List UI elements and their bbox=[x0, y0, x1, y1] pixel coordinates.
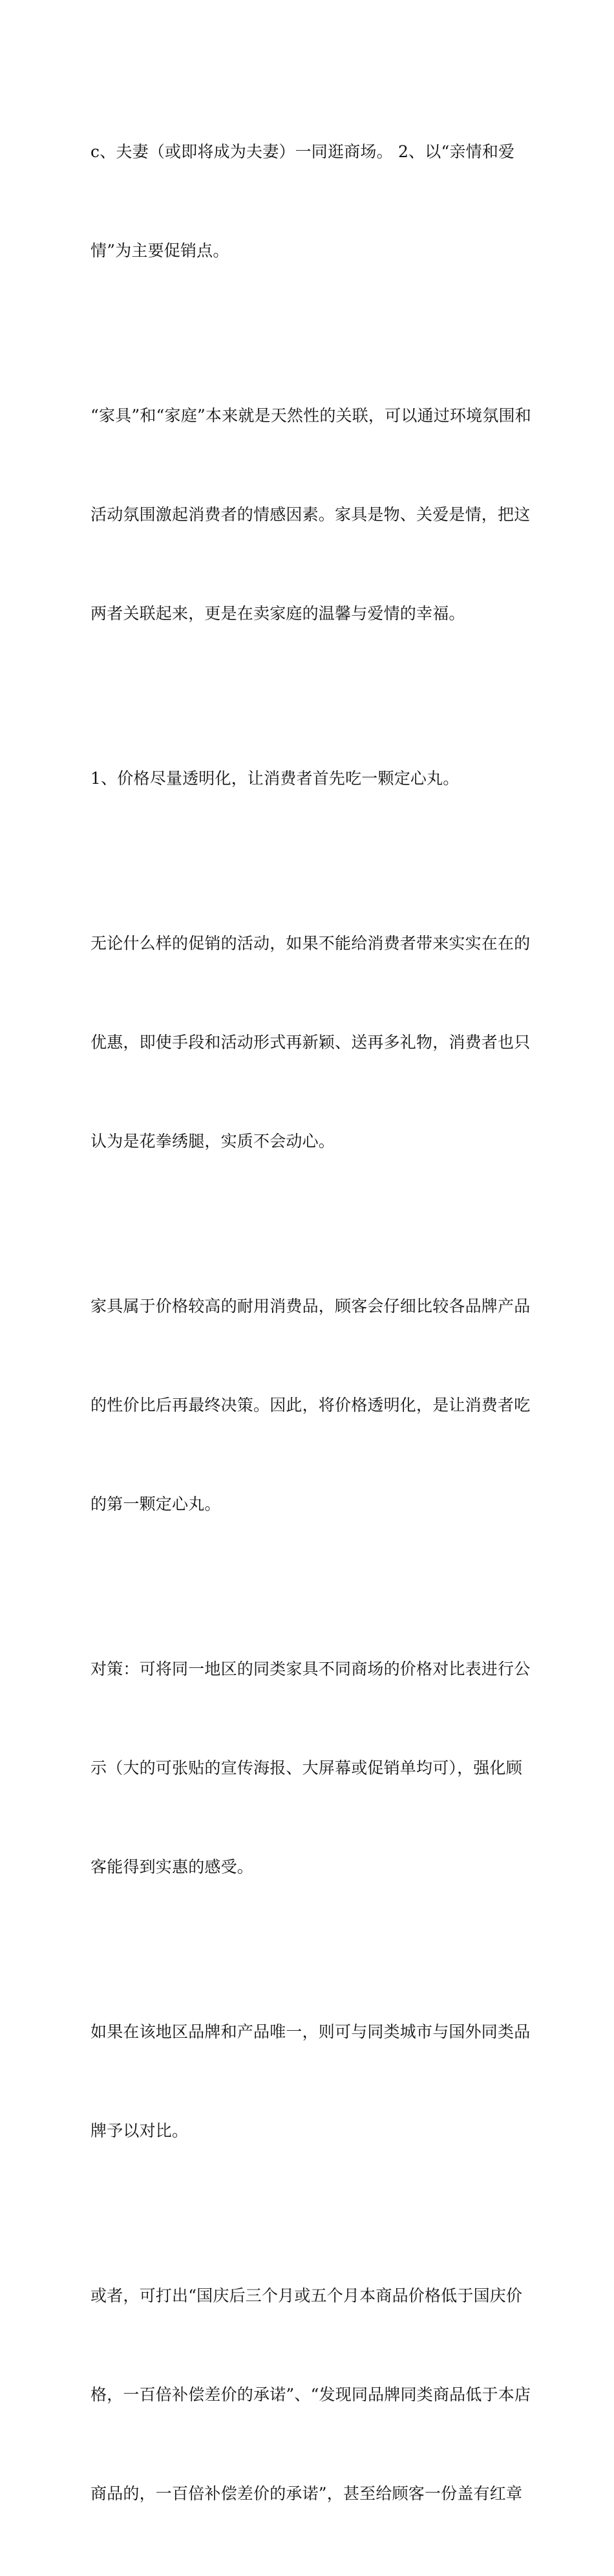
text-line: 认为是花拳绣腿，实质不会动心。 bbox=[90, 1132, 335, 1151]
paragraph bbox=[90, 333, 531, 696]
document-body bbox=[90, 69, 531, 2576]
text-line: c、夫妻（或即将成为夫妻）一同逛商场。 2、以“亲情和爱 bbox=[90, 142, 515, 161]
text-line: 情”为主要促销点。 bbox=[90, 241, 229, 260]
paragraph bbox=[90, 69, 527, 333]
text-line: 的性价比后再最终决策。因此，将价格透明化，是让消费者吃 bbox=[90, 1396, 531, 1414]
text-line: 客能得到实惠的感受。 bbox=[90, 1857, 254, 1876]
paragraph bbox=[90, 696, 527, 861]
text-line: 示（大的可张贴的宣传海报、大屏幕或促销单均可），强化顾 bbox=[90, 1759, 522, 1777]
paragraph bbox=[90, 2213, 531, 2576]
text-line: 优惠，即使手段和活动形式再新颖、送再多礼物，消费者也只 bbox=[90, 1033, 531, 1052]
paragraph bbox=[90, 1586, 531, 1949]
text-line: “家具”和“家庭”本来就是天然性的关联，可以通过环境氛围和 bbox=[90, 406, 531, 425]
paragraph bbox=[90, 1224, 531, 1586]
text-line: 牌予以对比。 bbox=[90, 2121, 189, 2140]
text-line: 1、价格尽量透明化，让消费者首先吃一颗定心丸。 bbox=[90, 769, 460, 788]
text-line: 格，一百倍补偿差价的承诺”、“发现同品牌同类商品低于本店 bbox=[90, 2385, 531, 2404]
paragraph bbox=[90, 861, 531, 1224]
text-line: 商品的，一百倍补偿差价的承诺”，甚至给顾客一份盖有红章 bbox=[90, 2484, 523, 2503]
text-line: 如果在该地区品牌和产品唯一，则可与同类城市与国外同类品 bbox=[90, 2022, 531, 2041]
text-line: 家具属于价格较高的耐用消费品，顾客会仔细比较各品牌产品 bbox=[90, 1297, 531, 1315]
text-line: 无论什么样的促销的活动，如果不能给消费者带来实实在在的 bbox=[90, 934, 531, 953]
text-line: 或者，可打出“国庆后三个月或五个月本商品价格低于国庆价 bbox=[90, 2286, 523, 2305]
text-line: 的第一颗定心丸。 bbox=[90, 1495, 221, 1513]
text-line: 对策：可将同一地区的同类家具不同商场的价格对比表进行公 bbox=[90, 1660, 531, 1678]
paragraph bbox=[90, 1949, 531, 2213]
text-line: 两者关联起来，更是在卖家庭的温馨与爱情的幸福。 bbox=[90, 604, 465, 623]
text-line: 活动氛围激起消费者的情感因素。家具是物、关爱是情，把这 bbox=[90, 505, 531, 524]
